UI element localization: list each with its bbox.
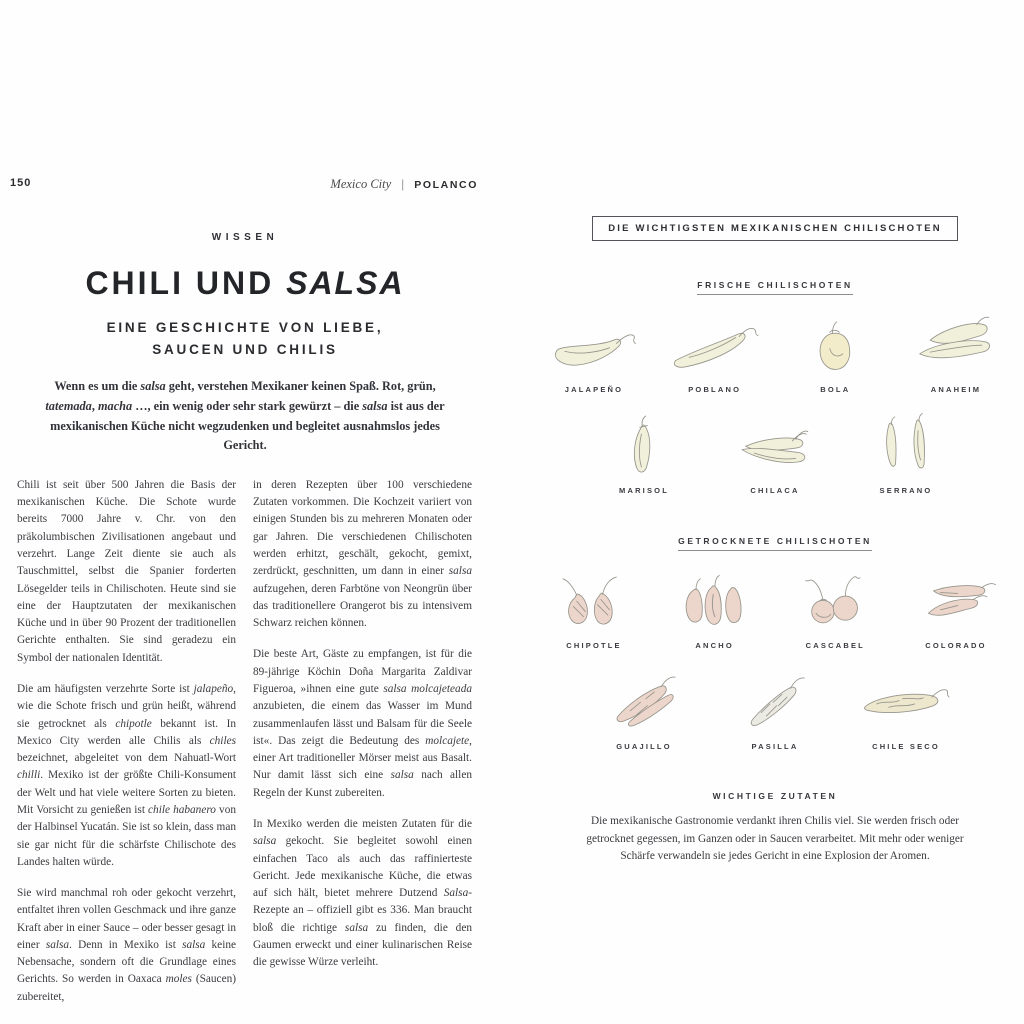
- chili-label: BOLA: [820, 385, 851, 394]
- kicker: WISSEN: [211, 232, 279, 243]
- chili-label: JALAPEÑO: [564, 385, 624, 394]
- chili-label: POBLANO: [688, 385, 742, 394]
- chili-label: GUAJILLO: [616, 742, 672, 751]
- chili-box-title: DIE WICHTIGSTEN MEXIKANISCHEN CHILISCHOTEN: [592, 216, 958, 241]
- cascabel-chili-icon: [783, 565, 887, 634]
- ancho-chili-icon: [663, 565, 767, 634]
- chili-sections: [540, 275, 1010, 751]
- chili-item: [663, 565, 767, 650]
- body-paragraph: in deren Rezepten über 100 verschiedene Zutaten vorkommen. Die Kochzeit variiert von einigen Stunden bis zu mehreren Monaten oder gar Jahren. Die verschiedenen Chilischoten werden erhitzt, geschält, gekocht, gemixt, zerdrückt, geschnitten, um dann in einer salsa aufzugehen, deren Farbtöne von Neongrün über das traditionellere Orangerot bis zu intensivem Schwarz reichen können.: [253, 478, 472, 630]
- chili-item: [723, 666, 827, 751]
- chili-label: COLORADO: [925, 641, 987, 650]
- chili-item: [542, 565, 646, 650]
- chili-label: SERRANO: [879, 486, 933, 495]
- page-number: 150: [10, 177, 32, 189]
- section-title: FRISCHE CHILISCHOTEN: [697, 280, 852, 295]
- body-column-left: [17, 477, 236, 1020]
- chili-row: [540, 309, 1010, 394]
- running-head-district: POLANCO: [414, 179, 478, 191]
- section-title: GETROCKNETE CHILISCHOTEN: [678, 536, 872, 551]
- chili-label: CHILACA: [750, 486, 800, 495]
- chili-item: [904, 309, 1008, 394]
- bola-chili-icon: [783, 309, 887, 378]
- chili-item: [854, 666, 958, 751]
- chili-label: CHILE SECO: [872, 742, 940, 751]
- chili-item: [783, 565, 887, 650]
- chile-seco-chili-icon: [854, 666, 958, 735]
- jalapeno-chili-icon: [542, 309, 646, 378]
- pasilla-chili-icon: [723, 666, 827, 735]
- body-paragraph: Die am häufigsten verzehrte Sorte ist jalapeño, wie die Schote frisch und grün heißt, während sie getrocknet als chipotle bekannt ist. In Mexico City werden alle Chilis als chiles bezeichnet, abgeleitet von dem Nahuatl-Wort chilli. Mexiko ist der größte Chili-Konsument der Welt und hat viele weitere Sorten zu bieten. Mit Vorsicht zu genießen ist chile habanero von der Halbinsel Yucatán. Sie ist so klein, dass man sie gar nicht für die schärfste Chilischote des Landes halten würde.: [17, 682, 236, 868]
- subtitle-line-1: EINE GESCHICHTE VON LIEBE,: [106, 320, 384, 335]
- chili-item: [723, 410, 827, 495]
- chili-item: [854, 410, 958, 495]
- chili-label: ANAHEIM: [930, 385, 982, 394]
- chili-row: [540, 565, 1010, 650]
- chili-label: ANCHO: [695, 641, 734, 650]
- anaheim-chili-icon: [904, 309, 1008, 378]
- page-title-italic: SALSA: [286, 265, 405, 301]
- chili-item: [542, 309, 646, 394]
- marisol-chili-icon: [592, 410, 696, 479]
- body-paragraph: In Mexiko werden die meisten Zutaten für die salsa gekocht. Sie begleitet sowohl einen einfachen Taco als auch das raffinierteste Gericht. Jede mexikanische Küche, die etwas auf sich hält, bietet mehrere Dutzend Salsa-Rezepte an – offiziell gibt es 336. Man braucht bloß die richtige salsa zu finden, die den Gaumen erweckt und einer kulinarischen Reise die gewisse Würze verleiht.: [253, 817, 472, 969]
- page-title-plain: CHILI UND: [85, 265, 287, 301]
- running-head-city: Mexico City: [330, 177, 392, 191]
- poblano-chili-icon: [663, 309, 767, 378]
- left-page: [10, 232, 480, 1020]
- subtitle-line-2: SAUCEN UND CHILIS: [152, 341, 338, 357]
- intro-paragraph: Wenn es um die salsa geht, verstehen Mexikaner keinen Spaß. Rot, grün, tatemada, macha …, ein wenig oder sehr stark gewürzt – die salsa ist aus der mexikanischen Küche nicht wegzudenken und begleitet ausnahmslos jedes Gericht.: [45, 379, 445, 453]
- body-paragraph: Die beste Art, Gäste zu empfangen, ist für die 89-jährige Köchin Doña Margarita Zaldivar Figueroa, »ihnen eine gute salsa molcajeteada anzubieten, die einem das Wasser im Mund zusammenlaufen lässt und Balsam für die Seele ist«. Das zeigt die Bedeutung des molcajete, einer Art traditioneller Mörser meist aus Basalt. Nur damit lässt sich eine salsa nach allen Regeln der Kunst zubereiten.: [253, 648, 472, 799]
- chili-label: MARISOL: [619, 486, 669, 495]
- body-paragraph: Chili ist seit über 500 Jahren die Basis der mexikanischen Küche. Die Schote wurde bereits 7000 Jahre v. Chr. von den präkolumbischen Zivilisationen angebaut und verzehrt. Lange Zeit diente sie auch als Tauschmittel, selbst die Spanier forderten Lösegelder teils in Chilischoten. Heute sind sie eine der Hauptzutaten der mexikanischen Küche und in über 90 Prozent der traditionellen Gerichte enthalten. Sie sind geradezu ein Symbol der nationalen Identität.: [17, 478, 236, 664]
- body-column-right: [253, 477, 472, 1020]
- footer-title: WICHTIGE ZUTATEN: [712, 791, 838, 801]
- chili-item: [783, 309, 887, 394]
- chili-row: [540, 666, 1010, 751]
- serrano-chili-icon: [854, 410, 958, 479]
- chili-item: [592, 410, 696, 495]
- page-subtitle: [10, 317, 480, 360]
- chili-label: CASCABEL: [805, 641, 865, 650]
- colorado-chili-icon: [904, 565, 1008, 634]
- guajillo-chili-icon: [592, 666, 696, 735]
- page-title: [10, 265, 480, 302]
- body-paragraph: Sie wird manchmal roh oder gekocht verzehrt, entfaltet ihren vollen Geschmack und ihre ganze Kraft aber in einer Sauce – oder besser gesagt in einer salsa. Denn in Mexiko ist salsa keine Nebensache, sondern oft die Grundlage eines Gerichts. So werden in Oaxaca moles (Saucen) zubereitet,: [17, 887, 236, 1003]
- chili-label: CHIPOTLE: [566, 641, 622, 650]
- chili-label: PASILLA: [751, 742, 799, 751]
- chili-item: [592, 666, 696, 751]
- chipotle-chili-icon: [542, 565, 646, 634]
- chili-item: [663, 309, 767, 394]
- running-head-divider: |: [401, 177, 405, 191]
- right-page: [540, 216, 1010, 866]
- chilaca-chili-icon: [723, 410, 827, 479]
- chili-item: [904, 565, 1008, 650]
- chili-row: [540, 410, 1010, 495]
- body-columns: [10, 477, 480, 1020]
- running-head: [330, 177, 478, 192]
- footer-paragraph: Die mexikanische Gastronomie verdankt ihren Chilis viel. Sie werden frisch oder getrocknet gegessen, im Ganzen oder in Saucen verarbeitet. Mit mehr oder weniger Schärfe verwandeln sie jedes Gericht in eine Explosion der Aromen.: [586, 815, 964, 862]
